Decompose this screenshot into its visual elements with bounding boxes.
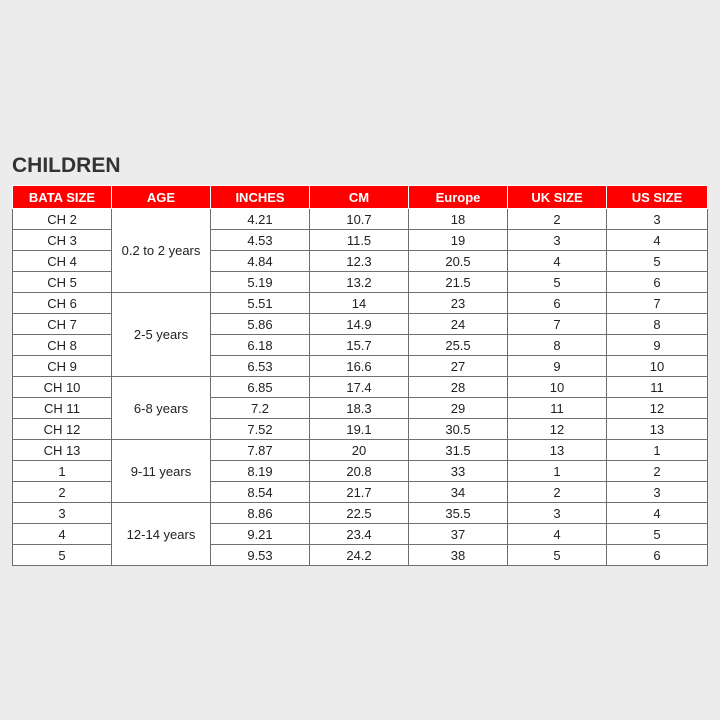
cell-inches: 7.2 [211, 398, 310, 419]
cell-us-size: 2 [607, 461, 708, 482]
cell-europe: 33 [409, 461, 508, 482]
cell-uk-size: 2 [508, 209, 607, 230]
cell-cm: 16.6 [310, 356, 409, 377]
cell-cm: 22.5 [310, 503, 409, 524]
cell-cm: 24.2 [310, 545, 409, 566]
cell-bata-size: CH 5 [13, 272, 112, 293]
cell-europe: 18 [409, 209, 508, 230]
cell-inches: 7.52 [211, 419, 310, 440]
cell-uk-size: 1 [508, 461, 607, 482]
size-chart-table [12, 185, 708, 566]
header-row [13, 186, 708, 209]
cell-us-size: 9 [607, 335, 708, 356]
table-row [13, 293, 708, 314]
cell-us-size: 7 [607, 293, 708, 314]
cell-europe: 24 [409, 314, 508, 335]
cell-bata-size: CH 13 [13, 440, 112, 461]
cell-inches: 4.21 [211, 209, 310, 230]
cell-uk-size: 13 [508, 440, 607, 461]
header-bata-size: BATA SIZE [13, 186, 112, 209]
cell-us-size: 11 [607, 377, 708, 398]
table-row [13, 503, 708, 524]
cell-cm: 14 [310, 293, 409, 314]
cell-us-size: 12 [607, 398, 708, 419]
cell-cm: 14.9 [310, 314, 409, 335]
cell-cm: 23.4 [310, 524, 409, 545]
cell-us-size: 5 [607, 251, 708, 272]
cell-inches: 9.21 [211, 524, 310, 545]
page-title: CHILDREN [12, 154, 121, 177]
cell-europe: 31.5 [409, 440, 508, 461]
cell-cm: 13.2 [310, 272, 409, 293]
cell-inches: 6.18 [211, 335, 310, 356]
header-inches: INCHES [211, 186, 310, 209]
table-row [13, 440, 708, 461]
cell-cm: 10.7 [310, 209, 409, 230]
cell-us-size: 3 [607, 482, 708, 503]
cell-inches: 4.84 [211, 251, 310, 272]
cell-europe: 23 [409, 293, 508, 314]
header-cm: CM [310, 186, 409, 209]
table-row [13, 377, 708, 398]
cell-uk-size: 12 [508, 419, 607, 440]
cell-europe: 19 [409, 230, 508, 251]
cell-uk-size: 11 [508, 398, 607, 419]
cell-uk-size: 5 [508, 272, 607, 293]
cell-bata-size: CH 2 [13, 209, 112, 230]
cell-cm: 15.7 [310, 335, 409, 356]
cell-cm: 18.3 [310, 398, 409, 419]
cell-bata-size: CH 12 [13, 419, 112, 440]
cell-uk-size: 3 [508, 230, 607, 251]
cell-europe: 29 [409, 398, 508, 419]
cell-bata-size: CH 6 [13, 293, 112, 314]
cell-uk-size: 5 [508, 545, 607, 566]
cell-inches: 4.53 [211, 230, 310, 251]
cell-inches: 5.51 [211, 293, 310, 314]
cell-europe: 20.5 [409, 251, 508, 272]
cell-bata-size: 2 [13, 482, 112, 503]
cell-uk-size: 4 [508, 524, 607, 545]
cell-uk-size: 10 [508, 377, 607, 398]
cell-us-size: 3 [607, 209, 708, 230]
cell-us-size: 6 [607, 272, 708, 293]
cell-bata-size: CH 7 [13, 314, 112, 335]
cell-us-size: 4 [607, 230, 708, 251]
cell-age-group: 0.2 to 2 years [112, 209, 211, 293]
header-age: AGE [112, 186, 211, 209]
cell-europe: 27 [409, 356, 508, 377]
cell-bata-size: CH 11 [13, 398, 112, 419]
cell-bata-size: CH 10 [13, 377, 112, 398]
header-uk-size: UK SIZE [508, 186, 607, 209]
cell-age-group: 6-8 years [112, 377, 211, 440]
cell-bata-size: CH 4 [13, 251, 112, 272]
table-row [13, 209, 708, 230]
cell-uk-size: 6 [508, 293, 607, 314]
cell-bata-size: CH 8 [13, 335, 112, 356]
cell-inches: 7.87 [211, 440, 310, 461]
cell-uk-size: 9 [508, 356, 607, 377]
cell-age-group: 12-14 years [112, 503, 211, 566]
header-europe: Europe [409, 186, 508, 209]
cell-europe: 21.5 [409, 272, 508, 293]
cell-inches: 6.85 [211, 377, 310, 398]
cell-inches: 6.53 [211, 356, 310, 377]
cell-bata-size: 4 [13, 524, 112, 545]
cell-inches: 5.19 [211, 272, 310, 293]
cell-europe: 34 [409, 482, 508, 503]
cell-cm: 20 [310, 440, 409, 461]
cell-bata-size: 5 [13, 545, 112, 566]
cell-us-size: 5 [607, 524, 708, 545]
cell-europe: 28 [409, 377, 508, 398]
cell-europe: 35.5 [409, 503, 508, 524]
header-us-size: US SIZE [607, 186, 708, 209]
cell-inches: 8.19 [211, 461, 310, 482]
cell-europe: 25.5 [409, 335, 508, 356]
cell-us-size: 4 [607, 503, 708, 524]
cell-us-size: 1 [607, 440, 708, 461]
cell-uk-size: 8 [508, 335, 607, 356]
cell-uk-size: 7 [508, 314, 607, 335]
cell-bata-size: 3 [13, 503, 112, 524]
cell-europe: 37 [409, 524, 508, 545]
cell-inches: 5.86 [211, 314, 310, 335]
cell-us-size: 6 [607, 545, 708, 566]
cell-cm: 19.1 [310, 419, 409, 440]
cell-inches: 9.53 [211, 545, 310, 566]
cell-age-group: 9-11 years [112, 440, 211, 503]
cell-cm: 21.7 [310, 482, 409, 503]
cell-europe: 30.5 [409, 419, 508, 440]
cell-uk-size: 3 [508, 503, 607, 524]
cell-age-group: 2-5 years [112, 293, 211, 377]
cell-cm: 17.4 [310, 377, 409, 398]
cell-bata-size: 1 [13, 461, 112, 482]
cell-bata-size: CH 9 [13, 356, 112, 377]
table-body [13, 209, 708, 566]
cell-cm: 11.5 [310, 230, 409, 251]
cell-us-size: 8 [607, 314, 708, 335]
cell-cm: 12.3 [310, 251, 409, 272]
cell-us-size: 10 [607, 356, 708, 377]
cell-uk-size: 4 [508, 251, 607, 272]
table-header [13, 186, 708, 209]
cell-uk-size: 2 [508, 482, 607, 503]
cell-bata-size: CH 3 [13, 230, 112, 251]
cell-inches: 8.86 [211, 503, 310, 524]
cell-europe: 38 [409, 545, 508, 566]
cell-cm: 20.8 [310, 461, 409, 482]
cell-us-size: 13 [607, 419, 708, 440]
cell-inches: 8.54 [211, 482, 310, 503]
